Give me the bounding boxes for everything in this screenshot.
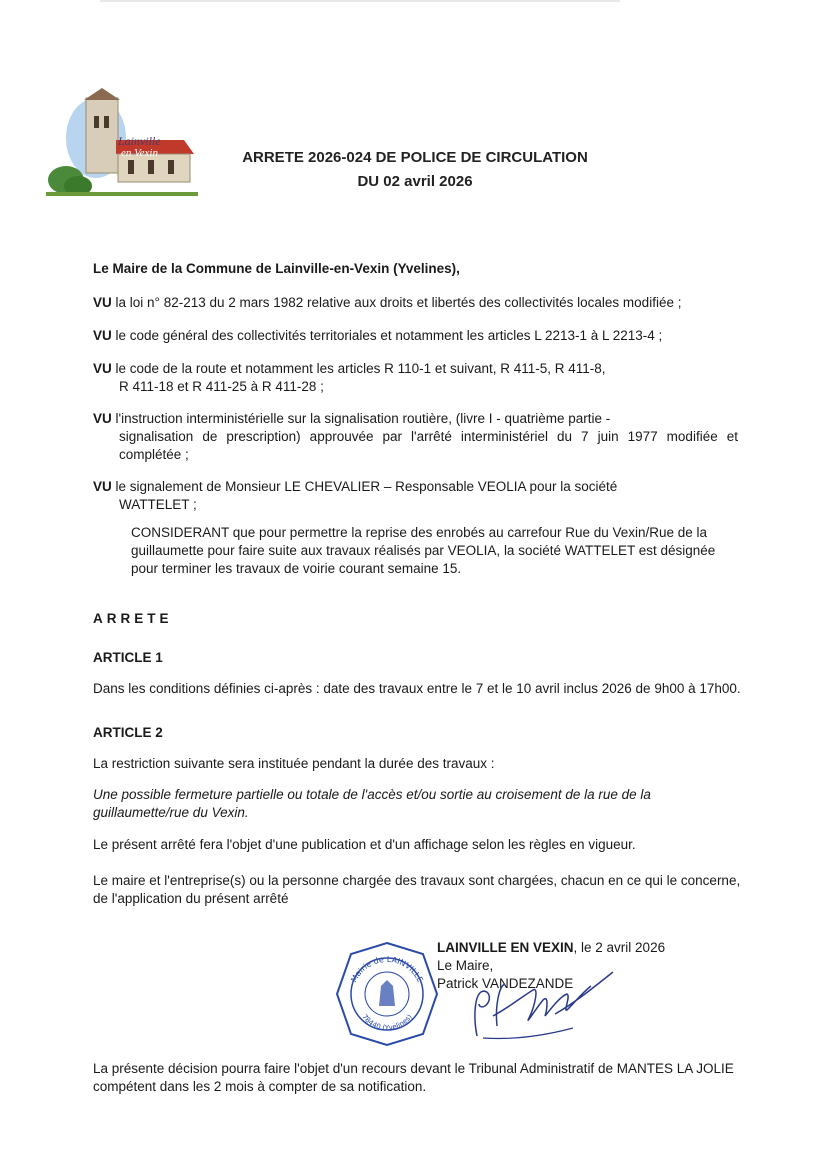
stamp-top-text: Mairie de LAINVILLE — [349, 954, 425, 984]
vu-text: l'instruction interministérielle sur la signalisation routière, (livre I - quatrième partie - — [111, 411, 611, 426]
vu-label: VU — [93, 361, 112, 376]
signature-place: LAINVILLE EN VEXIN — [437, 940, 574, 955]
vu-text: le code général des collectivités territoriales et notamment les articles L 2213-1 à L 2213-4 ; — [111, 328, 663, 343]
vu-clause-2 — [93, 327, 738, 345]
stamp-bottom-text: 78440 (Yvelines) — [360, 1012, 414, 1033]
footer-recourse-notice: La présente décision pourra faire l'objet d'un recours devant le Tribunal Administratif de MANTES LA JOLIE compétent dans les 2 mois à compter de sa notification. — [93, 1061, 734, 1094]
arrete-heading: ARRETE — [93, 611, 173, 626]
vu-label: VU — [93, 295, 112, 310]
mairie-stamp-icon — [333, 940, 441, 1048]
document-title — [200, 146, 630, 194]
vu-clause-1 — [93, 294, 738, 312]
signature-name: Patrick VANDEZANDE — [437, 976, 574, 991]
vu-text: le code de la route et notamment les articles R 110-1 et suivant, R 411-5, R 411-8, — [111, 361, 606, 376]
article-2-restriction: Une possible fermeture partielle ou totale de l'accès et/ou sortie au croisement de la rue de la guillaumette/rue du Vexin. — [93, 787, 651, 820]
vu-continuation: signalisation de prescription) approuvée par l'arrêté interministériel du 7 juin 1977 modifiée et complétée ; — [119, 429, 738, 462]
title-line-2: DU 02 avril 2026 — [357, 173, 473, 190]
vu-label: VU — [93, 479, 112, 494]
article-2-text: La restriction suivante sera instituée pendant la durée des travaux : — [93, 756, 495, 771]
article-1-heading: ARTICLE 1 — [93, 650, 163, 665]
svg-text:Mairie de LAINVILLE — [349, 955, 424, 984]
article-1-text: Dans les conditions définies ci-après : date des travaux entre le 7 et le 10 avril inclus 2026 de 9h00 à 17h00. — [93, 681, 741, 696]
considerant-clause: CONSIDERANT que pour permettre la reprise des enrobés au carrefour Rue du Vexin/Rue de la guillaumette pour faire suite aux travaux réalisés par VEOLIA, la société WATTELET est désignée pour terminer les travaux de voirie courant semaine 15. — [131, 525, 716, 576]
mayor-intro: Le Maire de la Commune de Lainville-en-Vexin (Yvelines), — [93, 261, 460, 276]
vu-clause-4 — [93, 410, 738, 464]
logo-text-lainville: Lainville — [118, 134, 161, 148]
handwritten-signature-icon — [463, 966, 623, 1050]
publication-text: Le présent arrêté fera l'objet d'une publication et d'un affichage selon les règles en vigueur. — [93, 837, 636, 852]
vu-text: la loi n° 82-213 du 2 mars 1982 relative aux droits et libertés des collectivités locales modifiée ; — [111, 295, 682, 310]
vu-continuation: WATTELET ; — [119, 497, 197, 512]
signature-date: , le 2 avril 2026 — [573, 940, 666, 955]
vu-label: VU — [93, 328, 112, 343]
vu-clause-5 — [93, 478, 738, 514]
scan-artifact-line — [100, 0, 620, 2]
vu-clause-3 — [93, 360, 738, 396]
charge-text: Le maire et l'entreprise(s) ou la personne chargée des travaux sont chargées, chacun en ce qui le concerne, de l'application du présent arrêté — [93, 873, 741, 906]
logo-text-en-vexin: en Vexin — [121, 147, 158, 159]
signature-role: Le Maire, — [437, 958, 494, 973]
vu-continuation: R 411-18 et R 411-25 à R 411-28 ; — [119, 379, 324, 394]
vu-label: VU — [93, 411, 112, 426]
title-line-1: ARRETE 2026-024 DE POLICE DE CIRCULATION — [242, 149, 588, 166]
article-2-heading: ARTICLE 2 — [93, 725, 163, 740]
vu-text: le signalement de Monsieur LE CHEVALIER – Responsable VEOLIA pour la société — [111, 479, 618, 494]
